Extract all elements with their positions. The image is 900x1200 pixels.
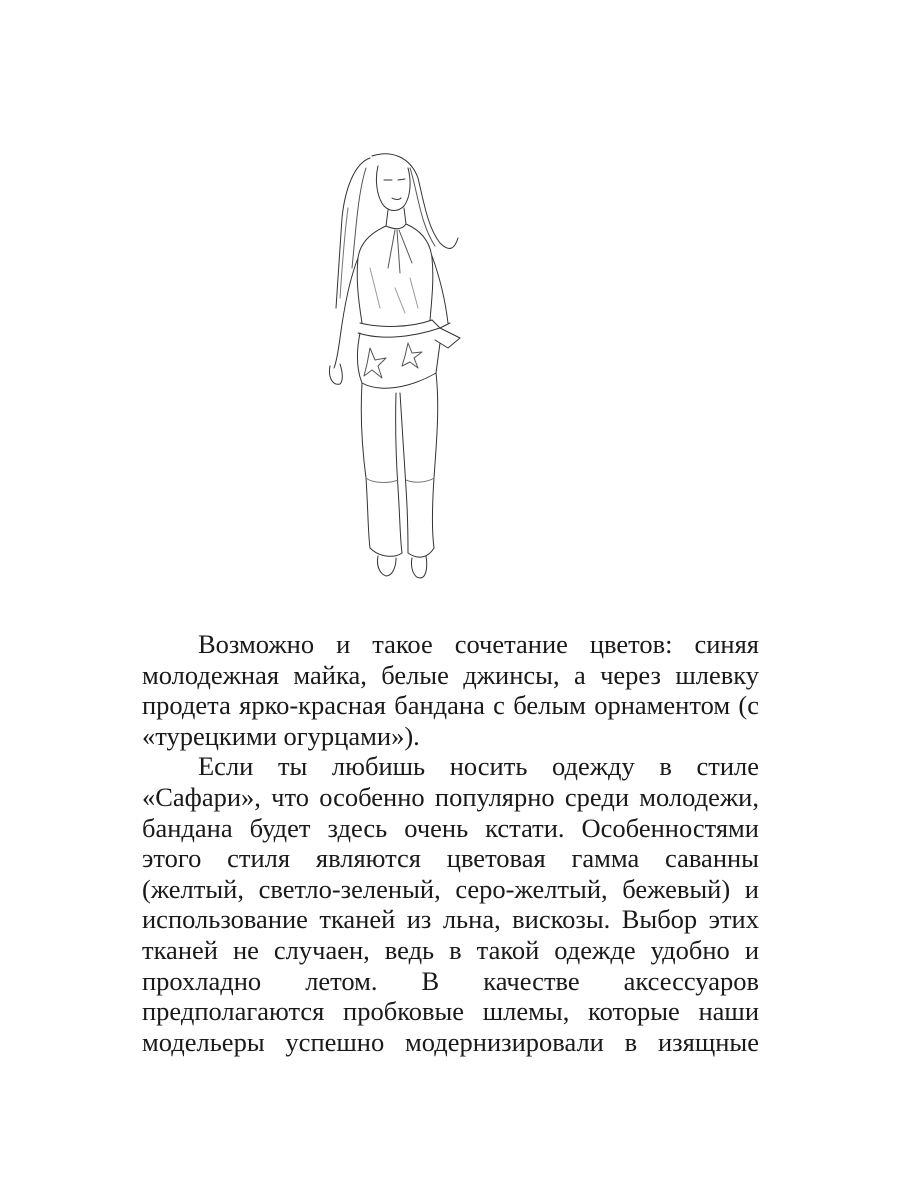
text-line: модельеры успешно модернизировали в изящные (142, 1026, 759, 1057)
text-line: бандана будет здесь очень кстати. Особенностями (142, 812, 759, 843)
text-line: (желтый, светло-зеленый, серо-желтый, бежевый) и (142, 873, 759, 904)
text-line: Если ты любишь носить одежду в стиле (198, 751, 759, 782)
text-line: прохладно летом. В качестве аксессуаров (142, 965, 759, 996)
text-line: продета ярко-красная бандана с белым орнаментом (с (142, 690, 759, 721)
body-text (142, 629, 759, 1057)
woman-figure-drawing (300, 148, 480, 588)
text-line: этого стиля являются цветовая гамма саванны (142, 843, 759, 874)
paragraph-2 (142, 751, 759, 1057)
text-line: «турецкими огурцами»). (142, 720, 420, 751)
paragraph-1 (142, 629, 759, 751)
text-line: тканей не случаен, ведь в такой одежде удобно и (142, 934, 759, 965)
text-line: Возможно и такое сочетание цветов: синяя (198, 629, 759, 659)
text-line: использование тканей из льна, вискозы. Выбор этих (142, 904, 759, 935)
text-line: «Сафари», что особенно популярно среди молодежи, (142, 781, 759, 812)
text-line: молодежная майка, белые джинсы, а через шлевку (142, 659, 759, 690)
fashion-sketch-illustration (300, 148, 480, 588)
text-line: предполагаются пробковые шлемы, которые наши (142, 996, 759, 1027)
